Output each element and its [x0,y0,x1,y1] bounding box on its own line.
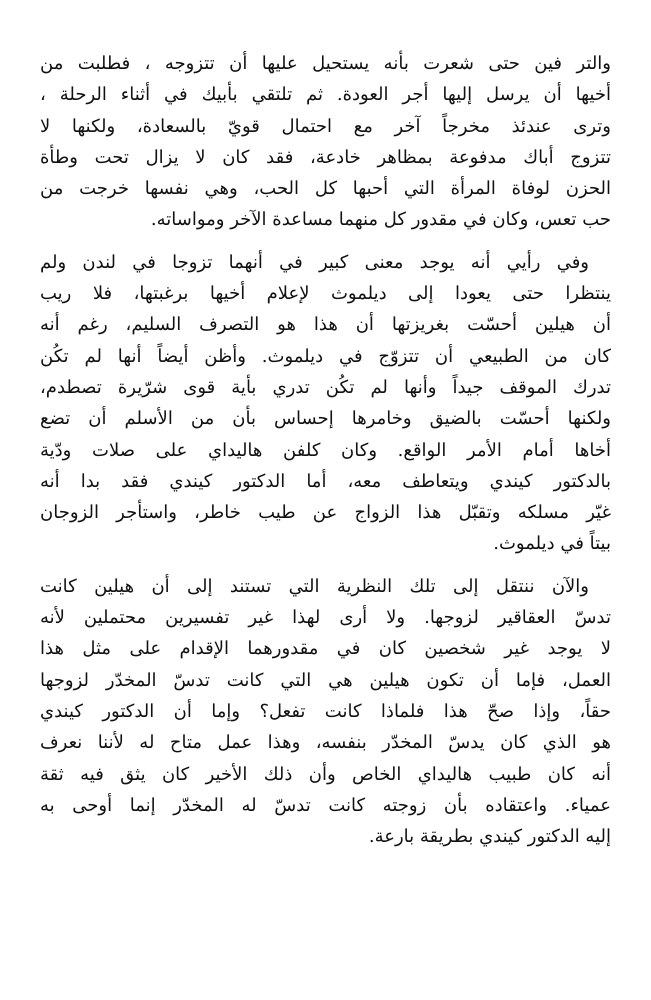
text-line: والتر فين حتى شعرت بأنه يستحيل عليها أن تتزوجه ، فطلبت من [40,53,611,74]
text-line: أن هيلين أحسّت بغريزتها أن هذا هو التصرف السليم، رغم أنه [40,314,611,336]
text-line: وفي رأيي أنه يوجد معنى كبير في أنهما تزوجا في لندن ولم [40,251,589,273]
text-line: ولكنها أحسّت بالضيق وخامرها إحساس بأن من الأسلم أن تضع [40,408,611,430]
paragraph-gap [40,560,611,571]
text-line: تتزوج أباك مدفوعة بمظاهر خادعة، فقد كان لا يزال تحت وطأة [40,146,611,168]
text-line: أخاها أمام الأمر الواقع. وكان كلفن هاليداي على صلات ودّية [40,439,611,461]
text-line: العمل، فإما أن تكون هيلين هي التي كانت تدسّ المخدّر لزوجها [40,669,611,691]
text-line: بيتاً في ديلموث. [493,533,611,555]
text-line: أنه كان طبيب هاليداي الخاص وأن ذلك الأخير كان يثق فيه ثقة [40,763,611,785]
text-line: تدرك الموقف جيداً وأنها لم تكُن تدري بأية قوى شرّيرة تصطدم، [40,376,611,398]
text-line: كان من الطبيعي أن تتزوّج في ديلموث. وأظن أيضاً أنها لم تكُن [40,345,611,367]
paragraph-3 [40,571,611,853]
paragraph-1 [40,48,611,236]
paragraph-2 [40,247,611,560]
text-line: هو الذي كان يدسّ المخدّر بنفسه، وهذا عمل متاح له لأننا نعرف [40,732,611,754]
text-line: وترى عندئذ مخرجاً آخر مع احتمال قويّ بالسعادة، ولكنها لا [40,115,611,137]
text-line: إليه الدكتور كيندي بطريقة بارعة. [368,826,611,848]
text-line: غيّر مسلكه وتقبّل هذا الزواج عن طيب خاطر، واستأجر الزوجان [40,502,611,524]
text-line: الحزن لوفاة المرأة التي أحبها كل الحب، وهي نفسها خرجت من [40,178,611,200]
text-line: لا يوجد غير شخصين كان في مقدورهما الإقدام على مثل هذا [40,638,611,660]
text-line: بالدكتور كيندي ويتعاطف معه، أما الدكتور كيندي فقد بدا أنه [40,470,611,492]
text-line: عمياء. واعتقاده بأن زوجته كانت تدسّ له المخدّر إنما أوحى به [40,794,611,816]
paragraph-gap [40,236,611,247]
text-line: حب تعس، وكان في مقدور كل منهما مساعدة الآخر ومواساته. [150,209,611,231]
text-line: حقاً، وإذا صحّ هذا فلماذا كانت تفعل؟ وإما أن الدكتور كيندي [40,700,611,722]
text-line: ينتظرا حتى يعودا إلى ديلموث لإعلام أخيها برغبتها، فلا ريب [40,283,611,305]
text-line: والآن ننتقل إلى تلك النظرية التي تستند إلى أن هيلين كانت [40,575,589,597]
text-line: أخيها أن يرسل إليها أجر العودة. ثم تلتقي بأبيك في أثناء الرحلة ، [40,84,611,106]
text-line: تدسّ العقاقير لزوجها. ولا أرى لهذا غير تفسيرين محتملين لأنه [40,607,611,629]
